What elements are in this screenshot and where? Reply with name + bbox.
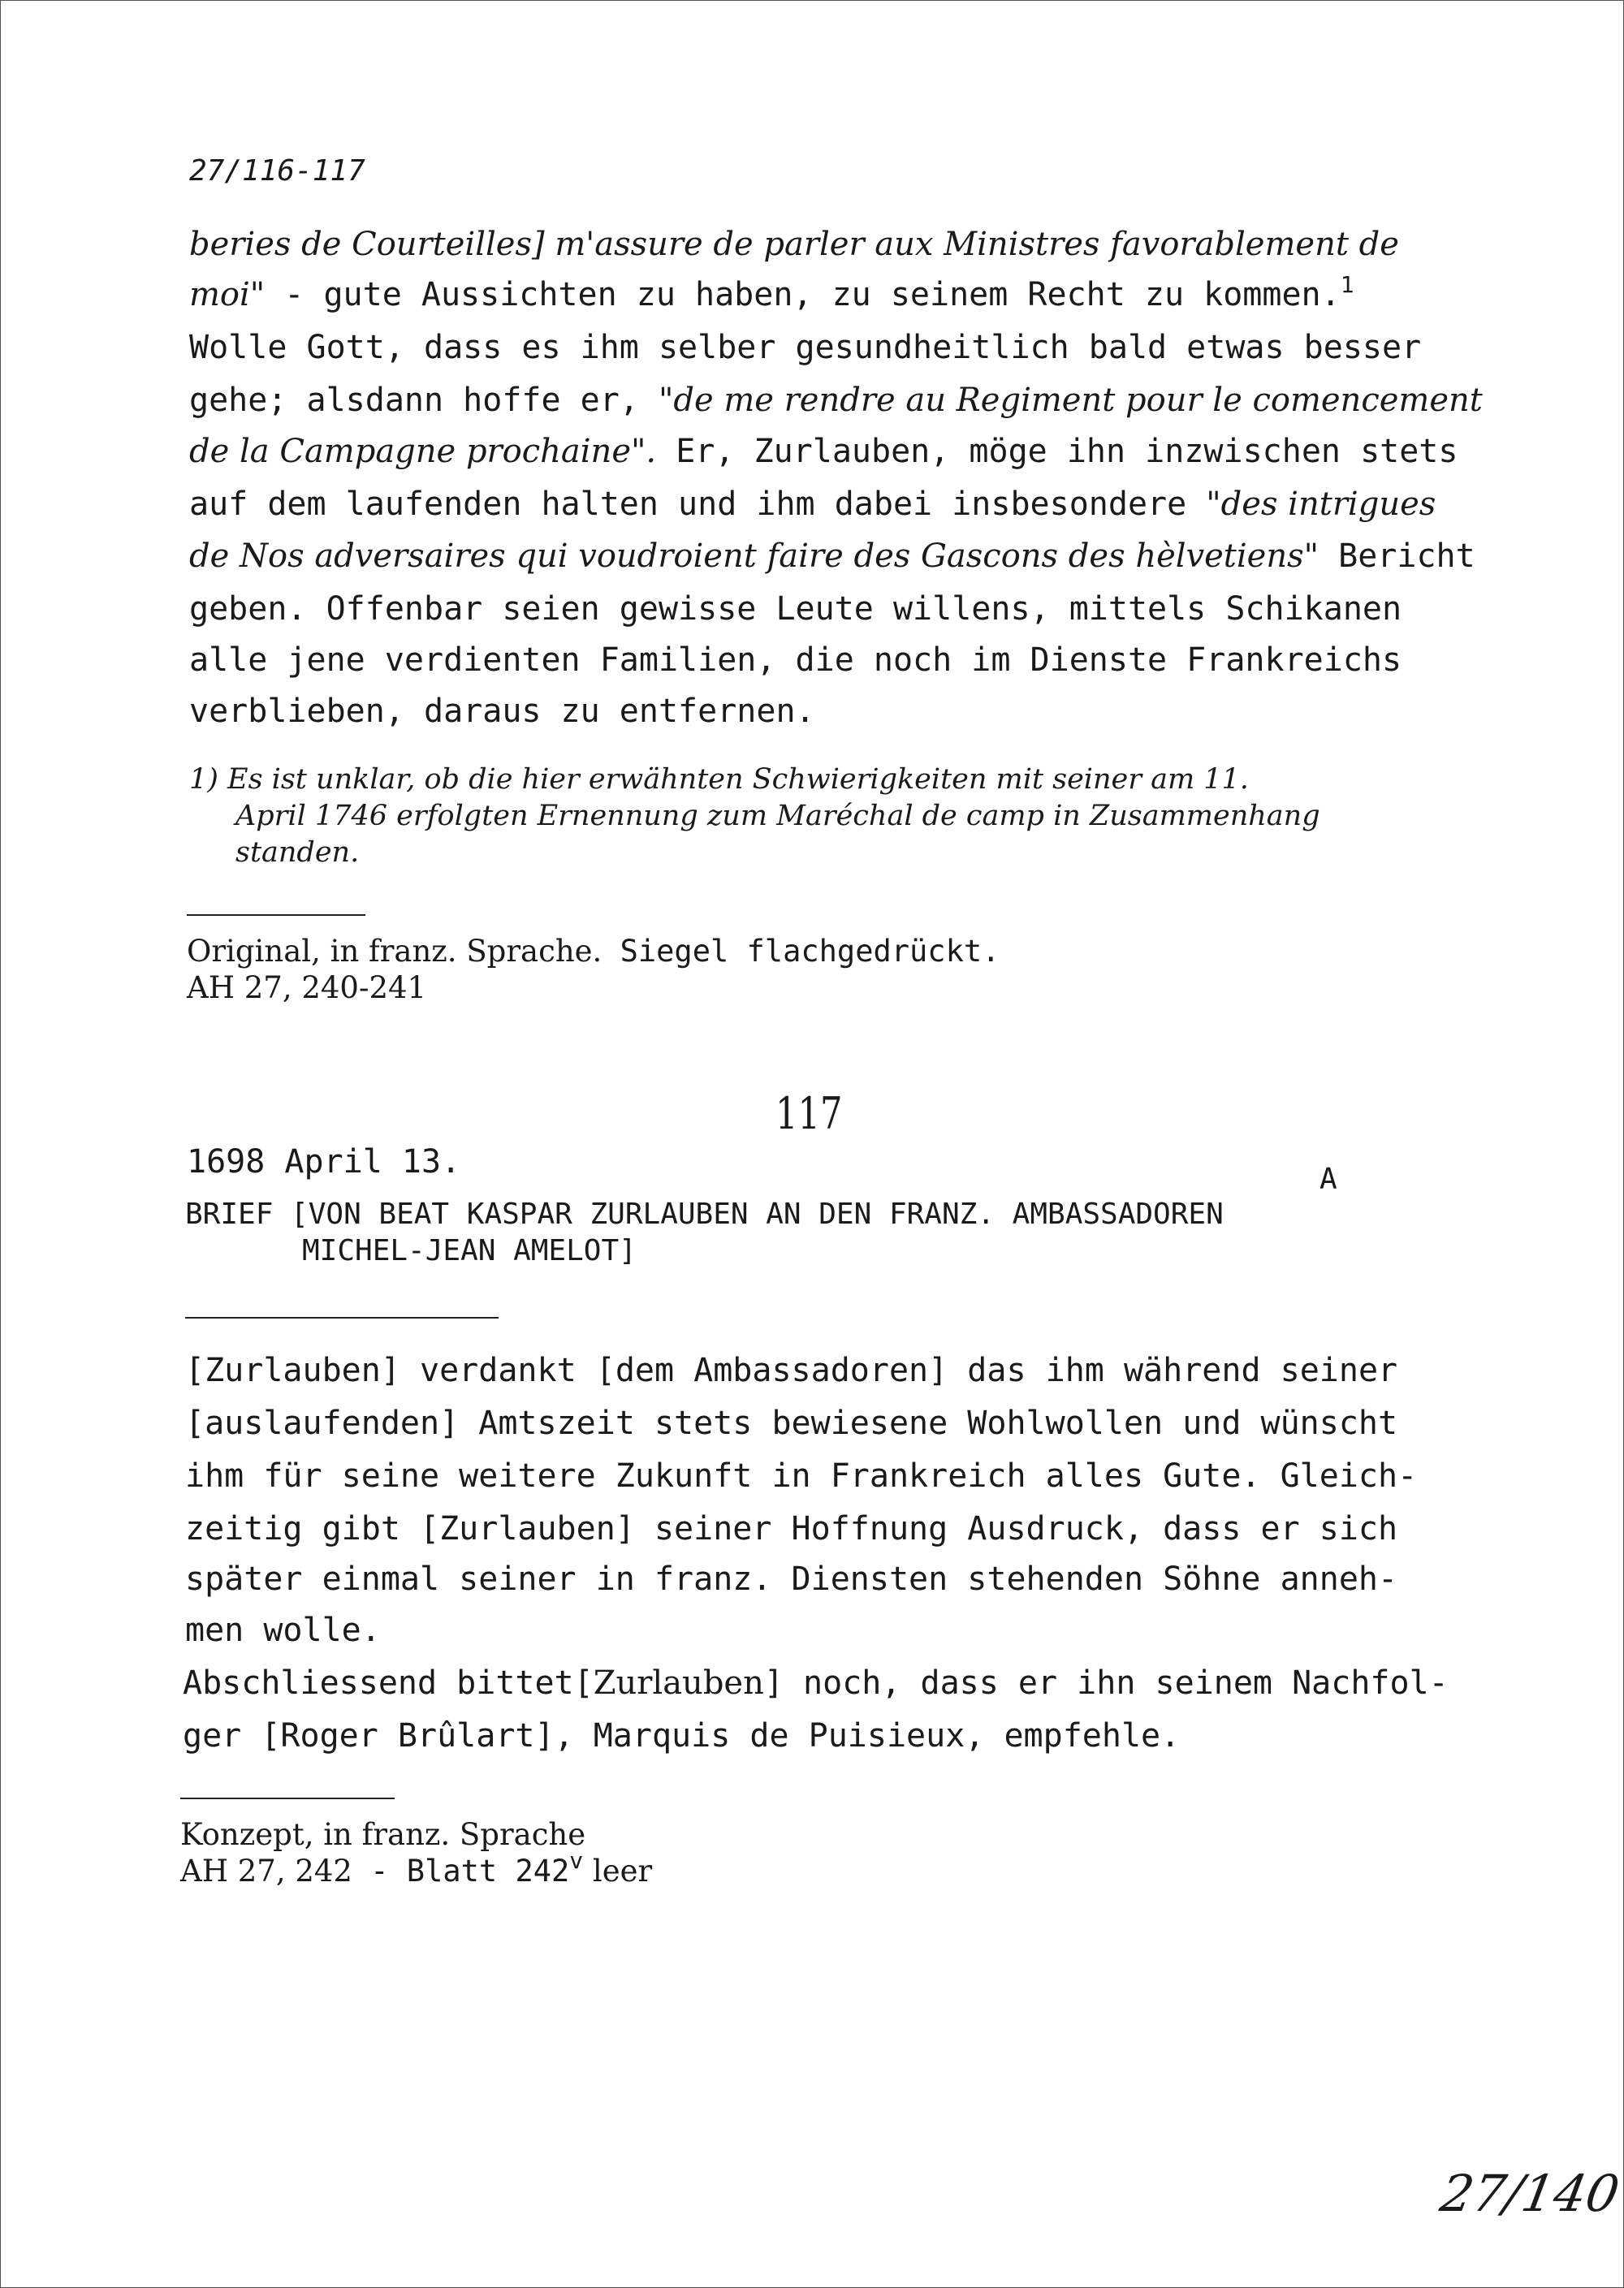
source-line: Original, in franz. Sprache. Siegel flachgedrückt. [187, 934, 1000, 969]
text-line: [Zurlauben] verdankt [dem Ambassadoren] das ihm während seiner [185, 1352, 1398, 1389]
text-line: Wolle Gott, dass es ihm selber gesundheitlich bald etwas besser [189, 329, 1422, 366]
text-line: [auslaufenden] Amtszeit stets bewiesene Wohlwollen und wünscht [185, 1405, 1398, 1442]
document-number: 117 [775, 1088, 843, 1139]
handwritten-page-number: 27/140 [1436, 2164, 1624, 2223]
document-marker: A [1320, 1163, 1337, 1196]
text-line: alle jene verdienten Familien, die noch im Dienste Frankreichs [189, 641, 1402, 679]
text-line: ger [Roger Brûlart], Marquis de Puisieux, empfehle. [183, 1717, 1181, 1755]
footnote-line: 1) Es ist unklar, ob die hier erwähnten Schwierigkeiten mit seiner am 11. [189, 763, 1249, 796]
divider [187, 914, 365, 916]
text-line: geben. Offenbar seien gewisse Leute willens, mittels Schikanen [189, 590, 1402, 628]
divider [180, 1798, 395, 1799]
source-line: Konzept, in franz. Sprache [180, 1817, 586, 1852]
text-line: gehe; alsdann hoffe er, "de me rendre au Regiment pour le comencement [189, 382, 1483, 419]
text-line: men wolle. [185, 1612, 381, 1649]
text-line: verblieben, daraus zu entfernen. [189, 693, 815, 730]
text-line: Abschliessend bittet[Zurlauben] noch, dass er ihn seinem Nachfol- [183, 1664, 1449, 1702]
text-line: ihm für seine weitere Zukunft in Frankreich alles Gute. Gleich- [185, 1457, 1418, 1495]
document-title: MICHEL-JEAN AMELOT] [302, 1234, 637, 1267]
divider [185, 1317, 499, 1319]
text-line: moi" - gute Aussichten zu haben, zu seinem Recht zu kommen.$^1$ [189, 271, 1354, 313]
document-title: BRIEF [VON BEAT KASPAR ZURLAUBEN AN DEN FRANZ. AMBASSADOREN [185, 1198, 1224, 1231]
footnote-line: standen. [235, 836, 360, 869]
text-line: de Nos adversaires qui voudroient faire des Gascons des hèlvetiens" Bericht [189, 537, 1475, 575]
text-line: de la Campagne prochaine". Er, Zurlauben, möge ihn inzwischen stets [189, 433, 1458, 470]
text-line: beries de Courteilles] m'assure de parler aux Ministres favorablement de [189, 226, 1399, 263]
text-line: später einmal seiner in franz. Diensten stehenden Söhne anneh- [185, 1561, 1398, 1598]
archive-reference: AH 27, 240-241 [187, 970, 427, 1005]
footnote-marker: 1 [1340, 271, 1354, 298]
footnote-line: April 1746 erfolgten Ernennung zum Maréchal de camp in Zusammenhang [235, 800, 1320, 832]
text-line: zeitig gibt [Zurlauben] seiner Hoffnung Ausdruck, dass er sich [185, 1510, 1398, 1548]
header-reference: 27/116-117 [189, 154, 365, 188]
document-date: 1698 April 13. [187, 1143, 461, 1181]
archive-reference: AH 27, 242 - Blatt 242$^v$ leer [180, 1847, 653, 1889]
text-line: auf dem laufenden halten und ihm dabei insbesondere "des intrigues [189, 486, 1436, 523]
